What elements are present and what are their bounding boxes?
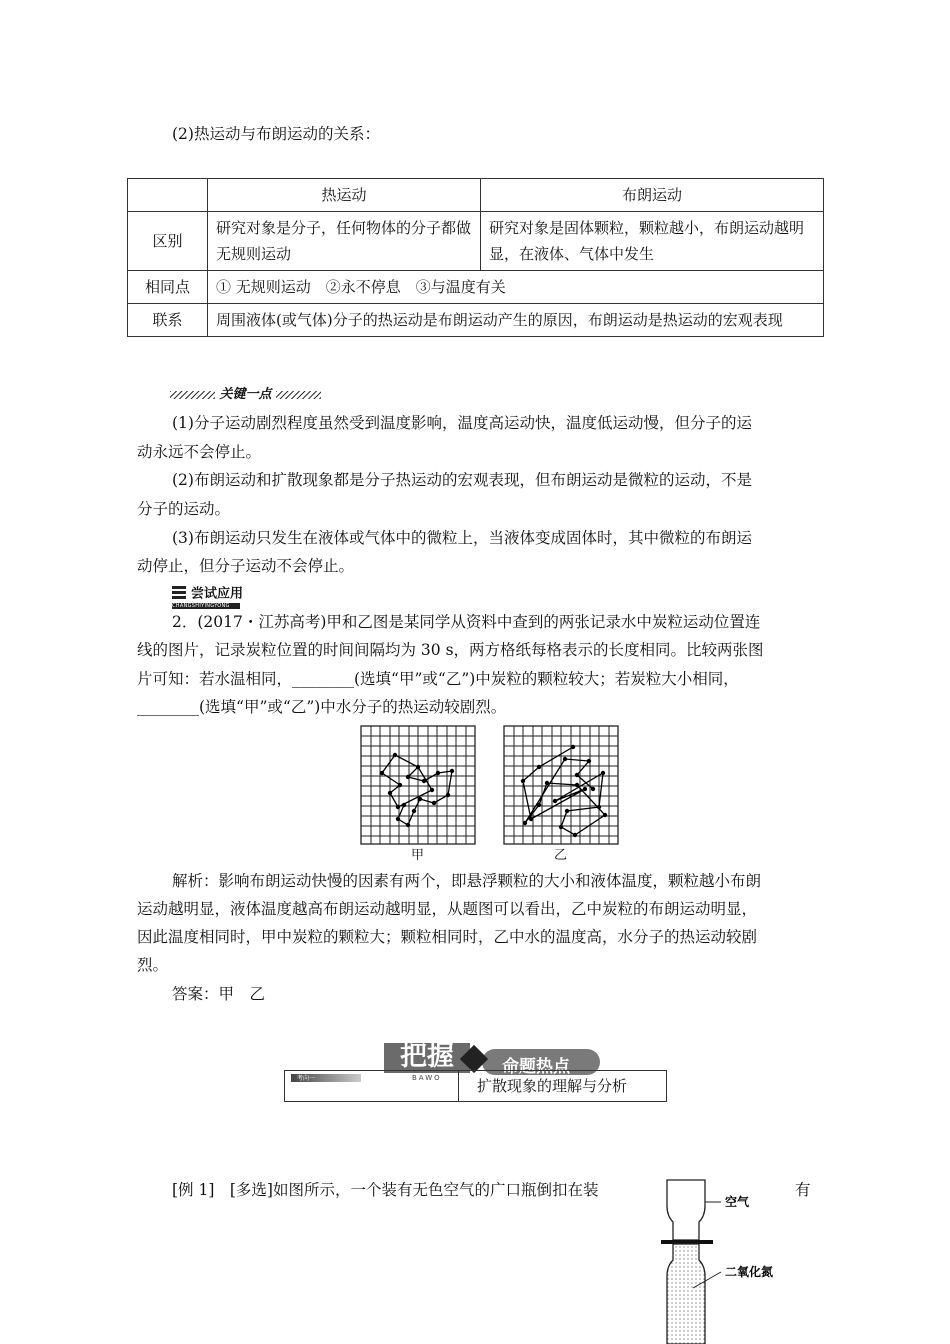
banner-small-text: 命题热点: [502, 1057, 570, 1077]
question-line-4: ________(选填“甲”或“乙”)中水分子的热运动较剧烈。: [137, 698, 507, 716]
key-point-3-line-2: 动停止，但分子运动不会停止。: [137, 557, 355, 575]
key-point-2-line-2: 分子的运动。: [137, 500, 231, 518]
stripe-decoration-icon: [276, 391, 321, 399]
answer: 答案：甲 乙: [172, 985, 266, 1003]
figure-jia-label: 甲: [411, 848, 425, 863]
key-points-title: 关键一点: [219, 387, 272, 402]
cell-relation: 周围液体(或气体)分子的热运动是布朗运动产生的原因，布朗运动是热运动的宏观表现: [208, 304, 824, 337]
upper-bottle: [667, 1180, 705, 1240]
row-label-common: 相同点: [128, 271, 208, 304]
topic-title: 扩散现象的理解与分析: [477, 1077, 628, 1095]
figure-jia: [360, 725, 476, 845]
table-row: [128, 304, 824, 337]
question-line-1: 2．(2017・江苏高考)甲和乙图是某同学从资料中查到的两张记录水中炭粒运动位置连: [172, 613, 761, 631]
label-no2: 二氧化氮: [725, 1265, 774, 1279]
lower-bottle: [667, 1244, 705, 1344]
header-thermal: 热运动: [208, 179, 481, 212]
topic-tag-text: 考向一: [297, 1075, 316, 1082]
bottle-apparatus: [655, 1178, 785, 1344]
table-row: [128, 179, 824, 212]
question-line-2: 线的图片，记录炭粒位置的时间间隔均为 30 s，两方格纸每格表示的长度相同。比较两张图: [137, 641, 764, 659]
figure-yi: [503, 725, 619, 845]
analysis-line-4: 烈。: [137, 956, 169, 974]
analysis-line-2: 运动越明显，液体温度越高布朗运动越明显，从题图可以看出，乙中炭粒的布朗运动明显，: [137, 900, 758, 918]
try-apply-subtitle: CHANGSHIYINGYONG: [172, 603, 240, 609]
banner-pinyin: BAWO: [412, 1074, 442, 1082]
question-line-3: 片可知：若水温相同，________(选填“甲”或“乙”)中炭粒的颗粒较大；若炭粒大小相同，: [137, 670, 739, 688]
table-row: [128, 212, 824, 271]
topic-divider: [458, 1071, 459, 1101]
row-label-difference: 区别: [128, 212, 208, 271]
key-point-3-line-1: (3)布朗运动只发生在液体或气体中的微粒上，当液体变成固体时，其中微粒的布朗运: [172, 529, 752, 547]
key-point-1-line-2: 动永远不会停止。: [137, 443, 262, 461]
try-apply-header: [172, 582, 243, 609]
figure-yi-label: 乙: [554, 848, 568, 863]
key-point-2-line-1: (2)布朗运动和扩散现象都是分子热运动的宏观表现，但布朗运动是微粒的运动，不是: [172, 471, 752, 489]
table-row: [128, 271, 824, 304]
try-apply-title: 尝试应用: [190, 586, 243, 602]
comparison-table: [127, 178, 824, 337]
analysis-line-3: 因此温度相同时，甲中炭粒的颗粒大；颗粒相同时，乙中水的温度高，水分子的热运动较剧: [137, 928, 758, 946]
topic-box: [284, 1070, 667, 1102]
key-point-1-line-1: (1)分子运动剧烈程度虽然受到温度影响，温度高运动快，温度低运动慢，但分子的运: [172, 414, 752, 432]
relation-heading: (2)热运动与布朗运动的关系：: [172, 125, 380, 143]
cell-diff-brownian: 研究对象是固体颗粒，颗粒越小，布朗运动越明显，在液体、气体中发生: [481, 212, 824, 271]
topic-tag: [291, 1074, 361, 1082]
example-tail: 有: [795, 1181, 811, 1199]
stripe-decoration-icon: [170, 391, 215, 399]
analysis-line-1: 解析：影响布朗运动快慢的因素有两个，即悬浮颗粒的大小和液体温度，颗粒越小布朗: [172, 872, 762, 890]
header-brownian: 布朗运动: [481, 179, 824, 212]
banner-big-text: 把握: [400, 1041, 454, 1072]
label-air: 空气: [725, 1195, 750, 1209]
cell-common: ① 无规则运动 ②永不停息 ③与温度有关: [208, 271, 824, 304]
example-text: [例 1] [多选]如图所示，一个装有无色空气的广口瓶倒扣在装: [172, 1181, 599, 1199]
row-label-relation: 联系: [128, 304, 208, 337]
cell-diff-thermal: 研究对象是分子，任何物体的分子都做无规则运动: [208, 212, 481, 271]
key-points-header: [170, 383, 321, 402]
table-corner-cell: [128, 179, 208, 212]
grid-block-icon: [172, 585, 186, 599]
